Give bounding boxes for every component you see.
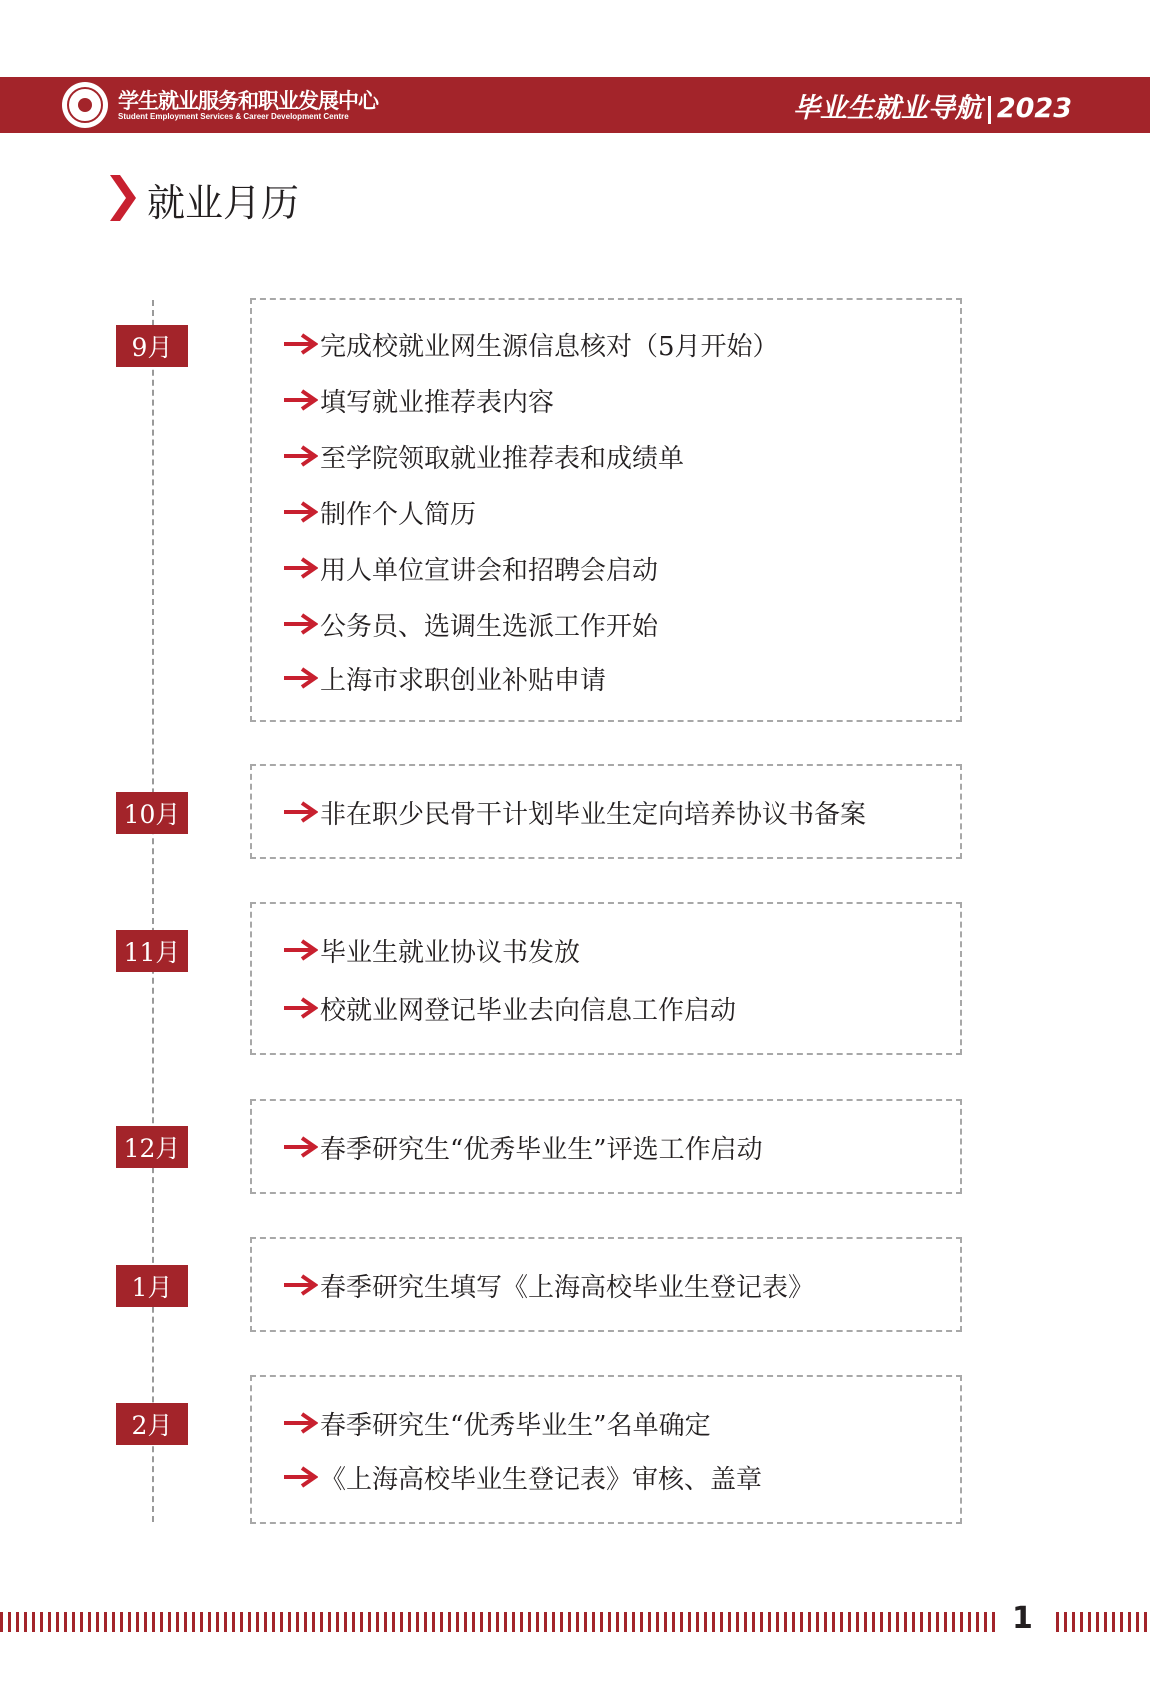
list-item: [282, 792, 866, 832]
page-number: 1: [1012, 1601, 1033, 1636]
list-item: [282, 436, 684, 476]
arrow-right-icon: [282, 445, 318, 467]
item-text: 非在职少民骨干计划毕业生定向培养协议书备案: [320, 799, 867, 830]
chevron-right-icon: [110, 175, 136, 221]
item-text: 制作个人简历: [320, 499, 477, 530]
item-text: 用人单位宣讲会和招聘会启动: [320, 555, 659, 586]
footer-tick-rule: [1056, 1612, 1150, 1632]
list-item: [282, 1457, 762, 1497]
item-text: 至学院领取就业推荐表和成绩单: [320, 443, 685, 474]
list-item: [282, 380, 554, 420]
arrow-right-icon: [282, 613, 318, 635]
month-box-jan: [250, 1237, 962, 1332]
month-box-feb: [250, 1375, 962, 1524]
item-text: 毕业生就业协议书发放: [320, 937, 581, 968]
footer-tick-rule: [0, 1612, 995, 1632]
list-item: [282, 1127, 763, 1167]
item-text: 填写就业推荐表内容: [320, 387, 555, 418]
list-item: [282, 1265, 814, 1305]
month-label-nov: 11月: [116, 930, 188, 972]
arrow-right-icon: [282, 997, 318, 1019]
month-label-dec: 12月: [116, 1126, 188, 1168]
arrow-right-icon: [282, 1412, 318, 1434]
list-item: [282, 604, 658, 644]
guide-title-text: 毕业生就业导航: [792, 93, 982, 124]
month-label-feb: 2月: [116, 1403, 188, 1445]
arrow-right-icon: [282, 939, 318, 961]
list-item: [282, 988, 736, 1028]
arrow-right-icon: [282, 333, 318, 355]
month-label-oct: 10月: [116, 792, 188, 834]
guide-year: 2023: [996, 93, 1072, 124]
list-item: [282, 658, 606, 698]
item-text: 春季研究生“优秀毕业生”评选工作启动: [320, 1134, 763, 1165]
month-box-nov: [250, 902, 962, 1055]
arrow-right-icon: [282, 557, 318, 579]
month-box-sep: [250, 298, 962, 722]
item-text: 春季研究生“优秀毕业生”名单确定: [320, 1410, 711, 1441]
arrow-right-icon: [282, 501, 318, 523]
month-box-oct: [250, 764, 962, 859]
list-item: [282, 548, 658, 588]
arrow-right-icon: [282, 1274, 318, 1296]
guide-title: [793, 86, 1072, 125]
item-text: 上海市求职创业补贴申请: [320, 665, 607, 696]
org-name-en: Student Employment Services & Career Development Centre: [118, 112, 349, 121]
month-label-jan: 1月: [116, 1265, 188, 1307]
university-seal-icon: [62, 82, 108, 128]
item-text: 完成校就业网生源信息核对（5月开始）: [320, 331, 779, 362]
list-item: [282, 324, 779, 364]
arrow-right-icon: [282, 1466, 318, 1488]
item-text: 公务员、选调生选派工作开始: [320, 611, 659, 642]
page-title: 就业月历: [147, 181, 300, 225]
item-text: 春季研究生填写《上海高校毕业生登记表》: [320, 1272, 815, 1303]
list-item: [282, 930, 580, 970]
timeline-line: [152, 300, 154, 1522]
org-name-cn: 学生就业服务和职业发展中心: [118, 89, 378, 113]
divider: [988, 96, 991, 124]
arrow-right-icon: [282, 667, 318, 689]
arrow-right-icon: [282, 801, 318, 823]
item-text: 《上海高校毕业生登记表》审核、盖章: [320, 1464, 763, 1495]
list-item: [282, 1403, 711, 1443]
list-item: [282, 492, 476, 532]
arrow-right-icon: [282, 389, 318, 411]
month-box-dec: [250, 1099, 962, 1194]
month-label-sep: 9月: [116, 325, 188, 367]
item-text: 校就业网登记毕业去向信息工作启动: [320, 995, 737, 1026]
arrow-right-icon: [282, 1136, 318, 1158]
